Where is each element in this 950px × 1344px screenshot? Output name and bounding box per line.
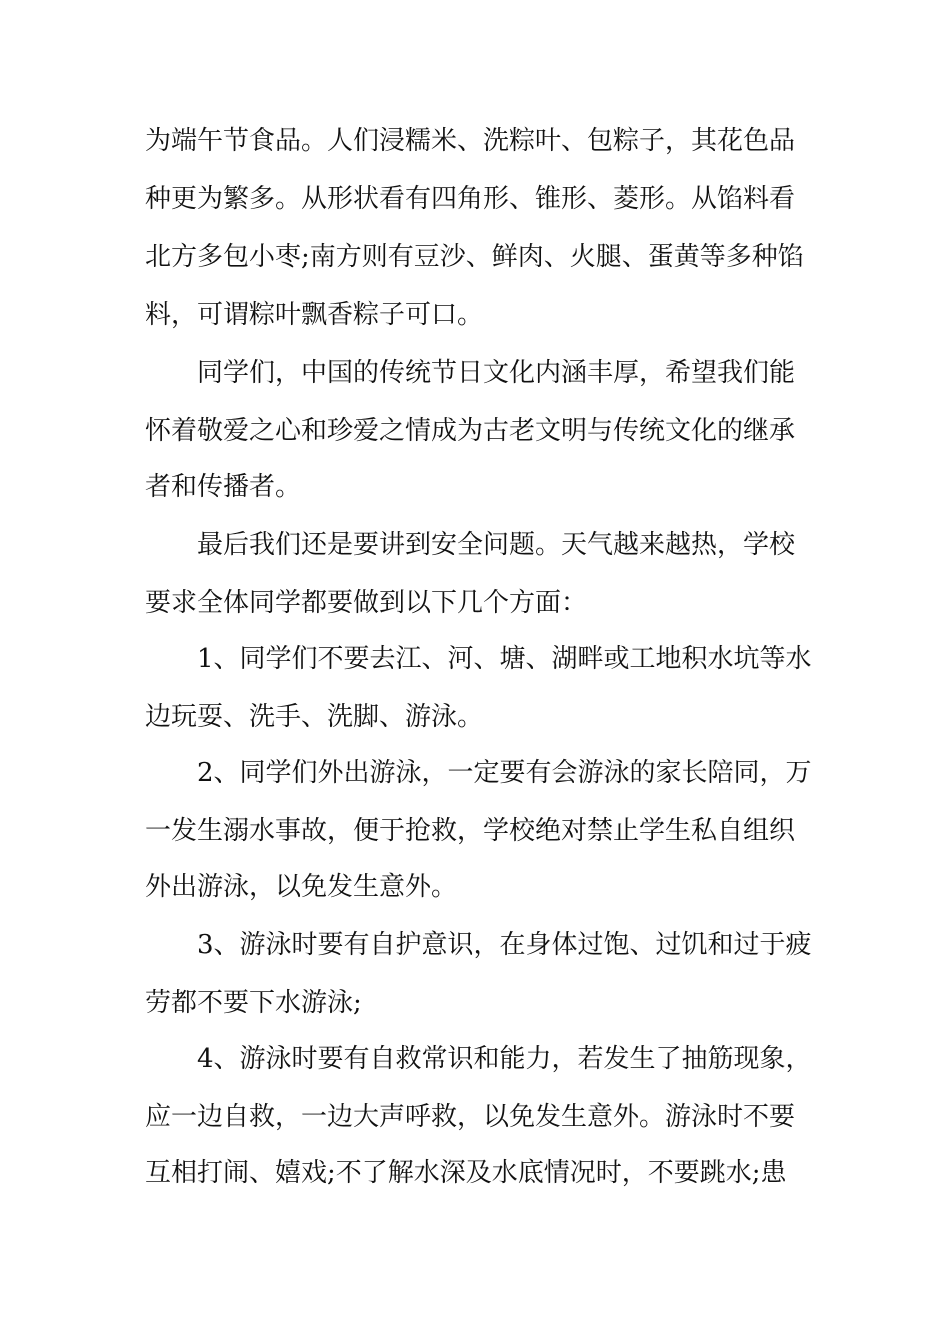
- text-line: [0, 467, 950, 507]
- text-line: [0, 639, 950, 679]
- text-line: [0, 697, 950, 737]
- text-line: [0, 121, 950, 161]
- text-line: [0, 525, 950, 565]
- text-line: [0, 353, 950, 393]
- line-text: 3、游泳时要有自护意识，在身体过饱、过饥和过于疲: [197, 930, 812, 960]
- text-line: [0, 237, 950, 277]
- line-text: 外出游泳，以免发生意外。: [145, 872, 458, 902]
- line-text: 者和传播者。: [145, 472, 302, 502]
- text-line: [0, 811, 950, 851]
- text-line: [0, 411, 950, 451]
- text-line: [0, 753, 950, 793]
- text-line: [0, 925, 950, 965]
- text-line: [0, 295, 950, 335]
- line-text: 最后我们还是要讲到安全问题。天气越来越热，学校: [197, 530, 796, 560]
- text-line: [0, 179, 950, 219]
- text-line: [0, 1097, 950, 1137]
- line-text: 怀着敬爱之心和珍爱之情成为古老文明与传统文化的继承: [145, 416, 796, 446]
- line-text: 一发生溺水事故，便于抢救，学校绝对禁止学生私自组织: [145, 816, 796, 846]
- text-line: [0, 583, 950, 623]
- line-text: 同学们，中国的传统节日文化内涵丰厚，希望我们能: [197, 358, 796, 388]
- line-text: 种更为繁多。从形状看有四角形、锥形、菱形。从馅料看: [145, 184, 796, 214]
- text-line: [0, 983, 950, 1023]
- line-text: 边玩耍、洗手、洗脚、游泳。: [145, 702, 484, 732]
- line-text: 劳都不要下水游泳;: [145, 988, 362, 1018]
- line-text: 要求全体同学都要做到以下几个方面：: [145, 588, 588, 618]
- line-text: 北方多包小枣;南方则有豆沙、鲜肉、火腿、蛋黄等多种馅: [145, 242, 804, 272]
- line-text: 4、游泳时要有自救常识和能力，若发生了抽筋现象，: [197, 1044, 812, 1074]
- line-text: 料，可谓粽叶飘香粽子可口。: [145, 300, 484, 330]
- line-text: 2、同学们外出游泳，一定要有会游泳的家长陪同，万: [197, 758, 812, 788]
- line-text: 应一边自救，一边大声呼救，以免发生意外。游泳时不要: [145, 1102, 796, 1132]
- line-text: 1、同学们不要去江、河、塘、湖畔或工地积水坑等水: [197, 644, 812, 674]
- text-line: [0, 867, 950, 907]
- text-line: [0, 1153, 950, 1193]
- line-text: 互相打闹、嬉戏;不了解水深及水底情况时，不要跳水;患: [145, 1158, 787, 1188]
- line-text: 为端午节食品。人们浸糯米、洗粽叶、包粽子，其花色品: [145, 126, 796, 156]
- text-line: [0, 1039, 950, 1079]
